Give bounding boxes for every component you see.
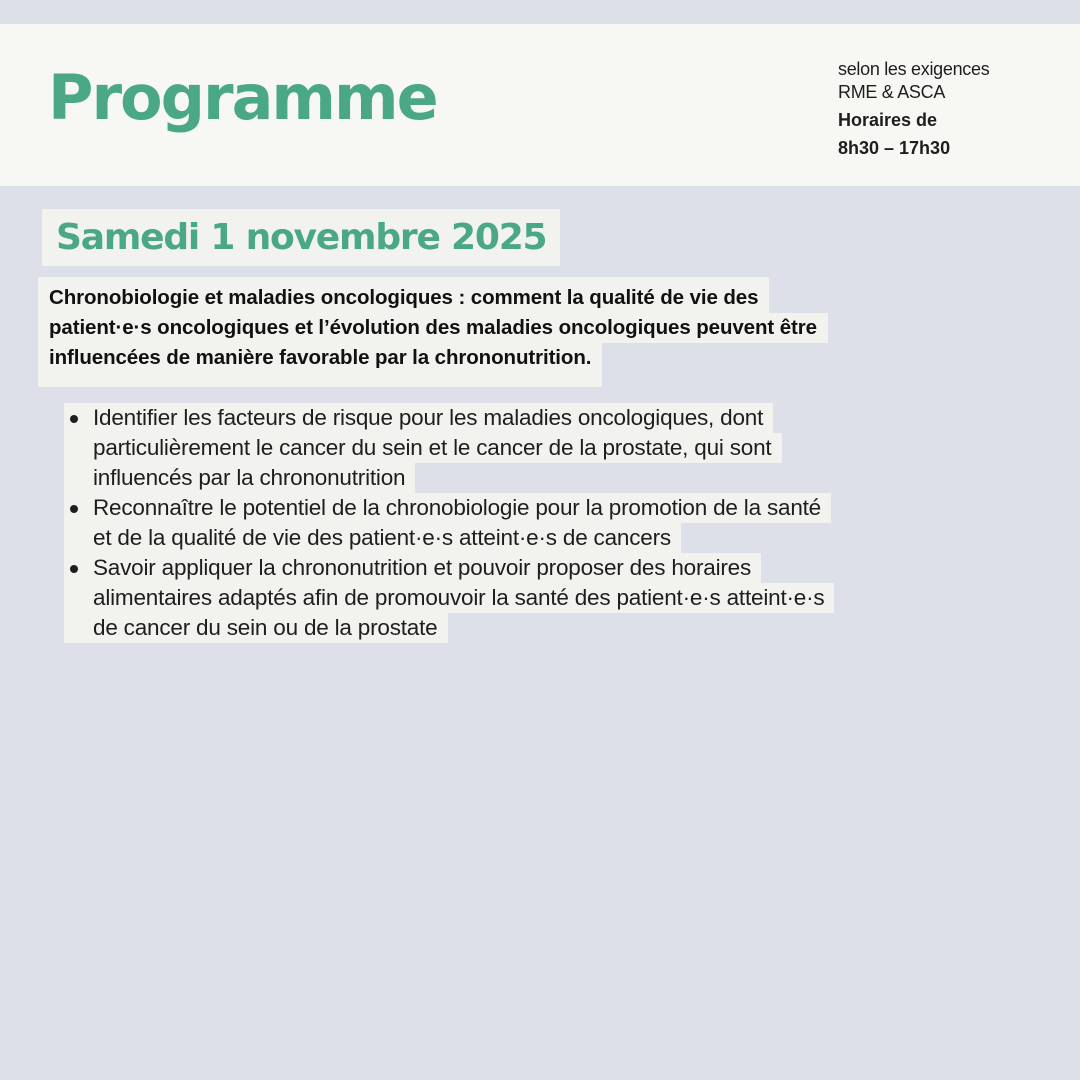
header-band xyxy=(0,24,1080,186)
objective-line: influencés par la chrononutrition xyxy=(64,463,415,493)
objective-line xyxy=(64,403,773,433)
header-meta xyxy=(838,58,1058,162)
objective-item xyxy=(64,403,1024,493)
objective-line xyxy=(64,493,831,523)
bullet-icon xyxy=(70,505,78,513)
objective-text: Identifier les facteurs de risque pour les maladies oncologiques, dont xyxy=(93,405,764,430)
bullet-icon xyxy=(70,565,78,573)
objective-line: particulièrement le cancer du sein et le cancer de la prostate, qui sont xyxy=(64,433,782,463)
objective-item xyxy=(64,493,1024,553)
bullet-icon xyxy=(70,415,78,423)
requirements-line-1: selon les exigences xyxy=(838,59,990,79)
page-title: Programme xyxy=(48,61,437,134)
objective-line: alimentaires adaptés afin de promouvoir la santé des patient·e·s atteint·e·s xyxy=(64,583,834,613)
session-date: Samedi 1 novembre 2025 xyxy=(42,209,560,266)
objective-text: Reconnaître le potentiel de la chronobiologie pour la promotion de la santé xyxy=(93,495,821,520)
hours-line-1: Horaires de xyxy=(838,110,938,130)
objective-text: Savoir appliquer la chrononutrition et pouvoir proposer des horaires xyxy=(93,555,752,580)
subject-line: patient·e·s oncologiques et l’évolution des maladies oncologiques peuvent être xyxy=(38,313,828,343)
hours-line-2: 8h30 – 17h30 xyxy=(838,138,951,158)
requirements-line-2: RME & ASCA xyxy=(838,82,946,102)
objective-item xyxy=(64,553,1024,643)
objective-line xyxy=(64,553,761,583)
objectives-list xyxy=(64,403,1024,643)
objective-line: de cancer du sein ou de la prostate xyxy=(64,613,448,643)
subject-line: influencées de manière favorable par la chrononutrition. xyxy=(38,343,602,387)
subject-line: Chronobiologie et maladies oncologiques : comment la qualité de vie des xyxy=(38,277,769,313)
objective-line: et de la qualité de vie des patient·e·s atteint·e·s de cancers xyxy=(64,523,681,553)
session-subject xyxy=(38,277,998,387)
